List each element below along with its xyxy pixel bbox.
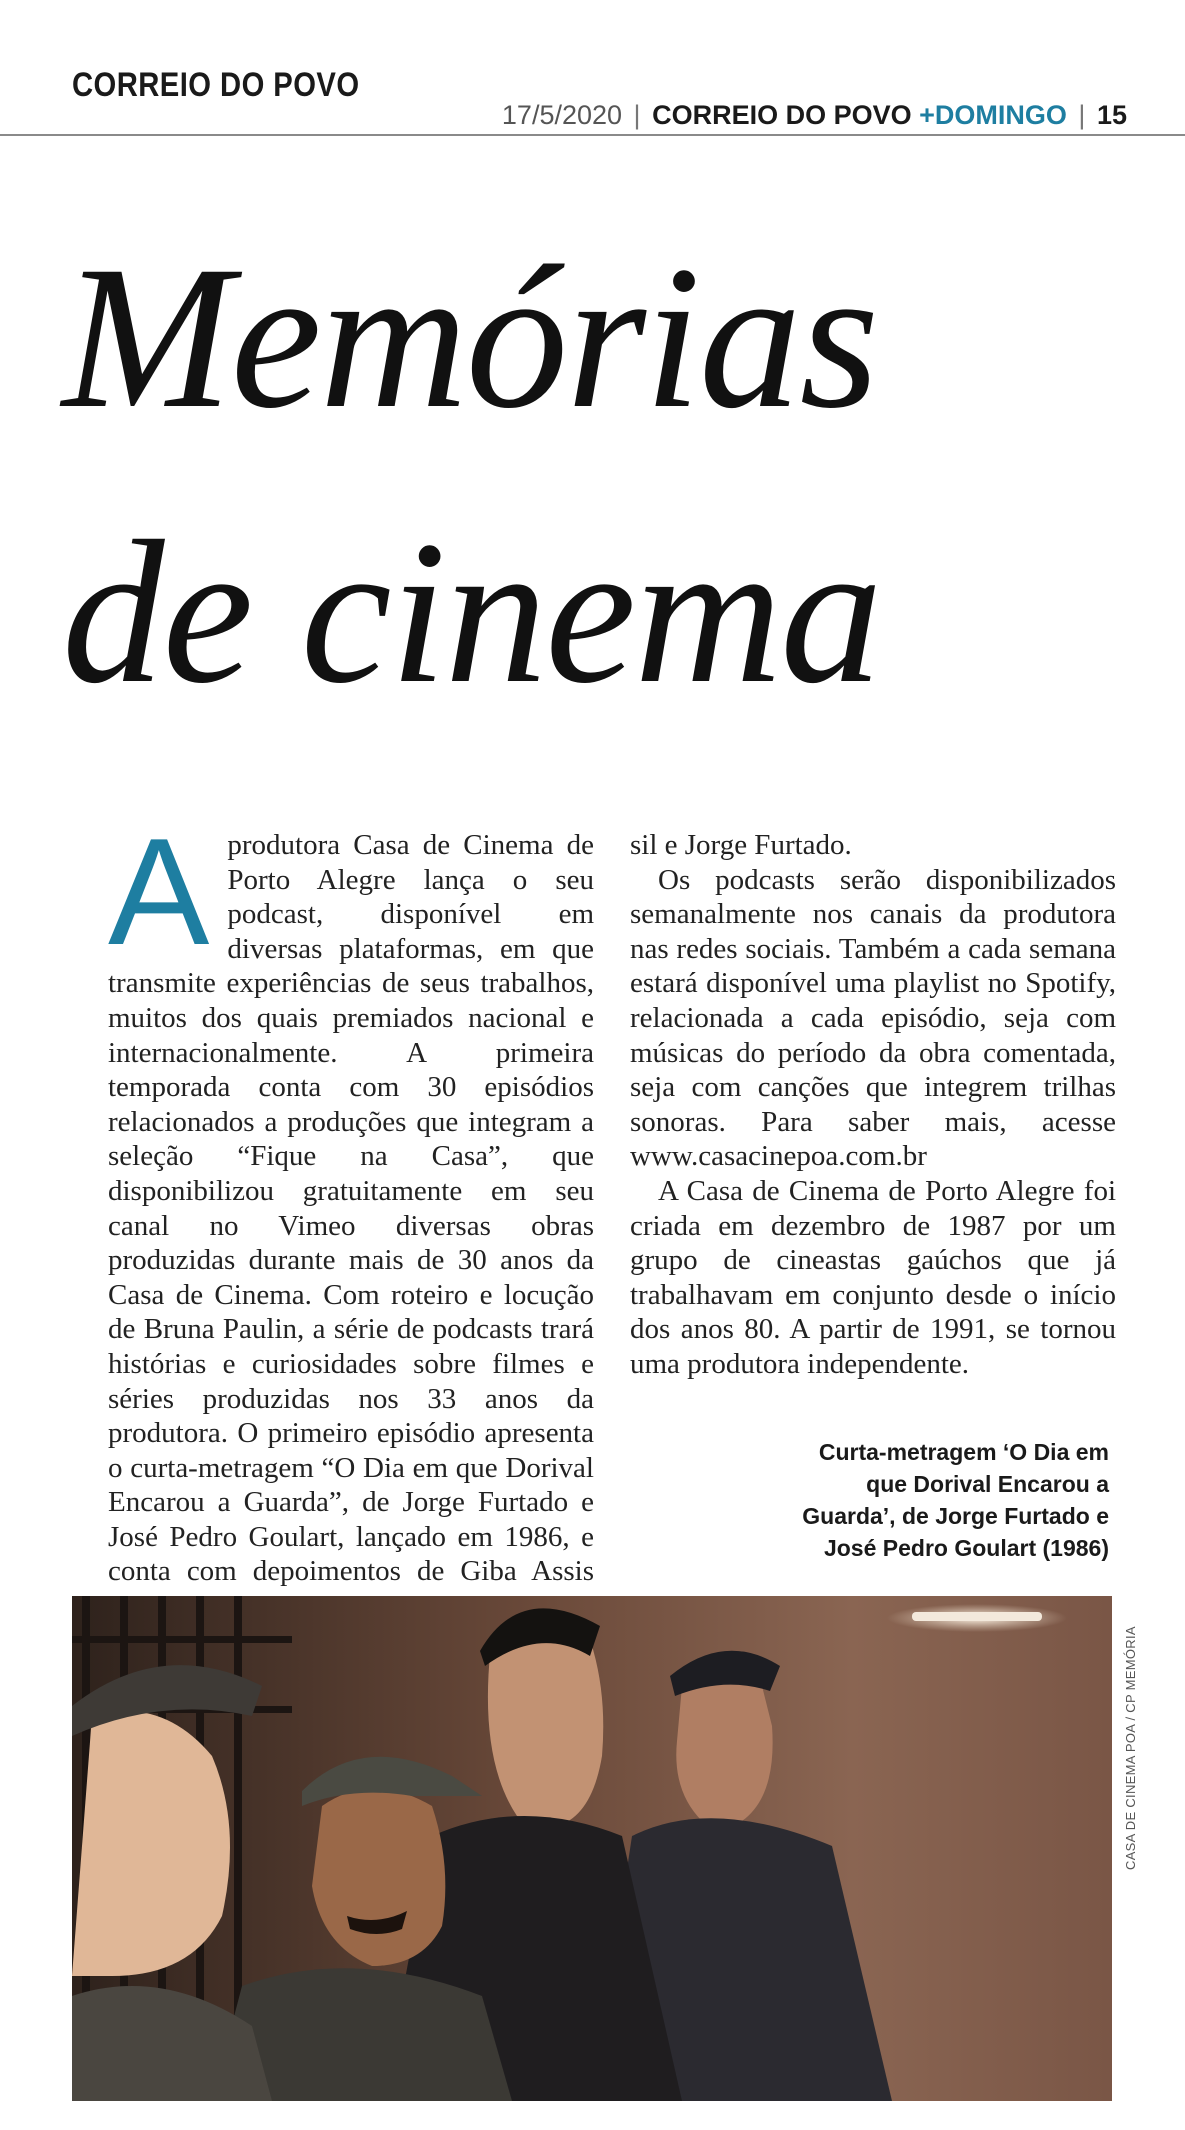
folio-brand: CORREIO DO POVO xyxy=(652,100,912,130)
article-column-left xyxy=(108,807,594,1624)
photo-credit xyxy=(1123,1600,1143,1870)
section-name: +DOMINGO xyxy=(919,100,1067,130)
headline-line-1: Memórias xyxy=(62,224,878,451)
body-paragraph: sil e Jorge Furtado. xyxy=(630,829,852,861)
body-paragraph: Os podcasts serão disponibilizados semanalmente nos canais da produtora nas redes sociais. Também a cada semana estará disponível uma playlist no Spotify, relacionada a cada episódio, seja com músicas do período da obra comentada, seja com canções que integrem trilhas sonoras. Para saber mais, acesse www.casacinepoa.com.br xyxy=(630,863,1116,1173)
drop-cap: A xyxy=(108,807,210,977)
masthead-logo: CORREIO DO POVO xyxy=(72,66,360,104)
film-still-image xyxy=(72,1596,1112,2101)
film-still-photo xyxy=(72,1596,1112,2101)
folio-separator: | xyxy=(633,100,641,130)
photo-credit-text: CASA DE CINEMA POA / CP MEMÓRIA xyxy=(1123,1626,1138,1870)
issue-date: 17/5/2020 xyxy=(501,100,623,130)
page-number: 15 xyxy=(1096,100,1127,130)
body-paragraph: produtora Casa de Cinema de Porto Alegre lança o seu podcast, disponível em diversas plataformas, em que transmite experiências de seus trabalhos, muitos dos quais premiados nacional e internacionalmente. A primeira temporada conta com 30 episódios relacionados a produções que integram a seleção “Fique na Casa”, que disponibilizou gratuitamente em seu canal no Vimeo diversas obras produzidas durante mais de 30 anos da Casa de Cinema. Com roteiro e locução de Bruna Paulin, a série de podcasts trará histórias e curiosidades sobre filmes e séries produzidas nos 33 anos da produtora. O primeiro episódio apresenta o curta-metragem “O Dia em que Dorival Encarou a Guarda”, de Jorge Furtado e José Pedro Goulart, lançado em 1986, e conta com depoimentos de Giba Assis xyxy=(108,829,594,1588)
header-rule xyxy=(0,134,1185,136)
article-column-right xyxy=(630,828,1116,1382)
body-paragraph: A Casa de Cinema de Porto Alegre foi criada em dezembro de 1987 por um grupo de cineastas gaúchos que já trabalhavam em conjunto desde o início dos anos 80. A partir de 1991, se tornou uma produtora independente. xyxy=(630,1174,1116,1380)
folio-separator: | xyxy=(1078,100,1086,130)
photo-caption: Curta-metragem ‘O Dia em que Dorival Encarou a Guarda’, de Jorge Furtado e José Pedro Goulart (1986) xyxy=(802,1439,1109,1561)
headline-line-2: de cinema xyxy=(62,499,881,726)
page-folio xyxy=(502,100,1127,131)
